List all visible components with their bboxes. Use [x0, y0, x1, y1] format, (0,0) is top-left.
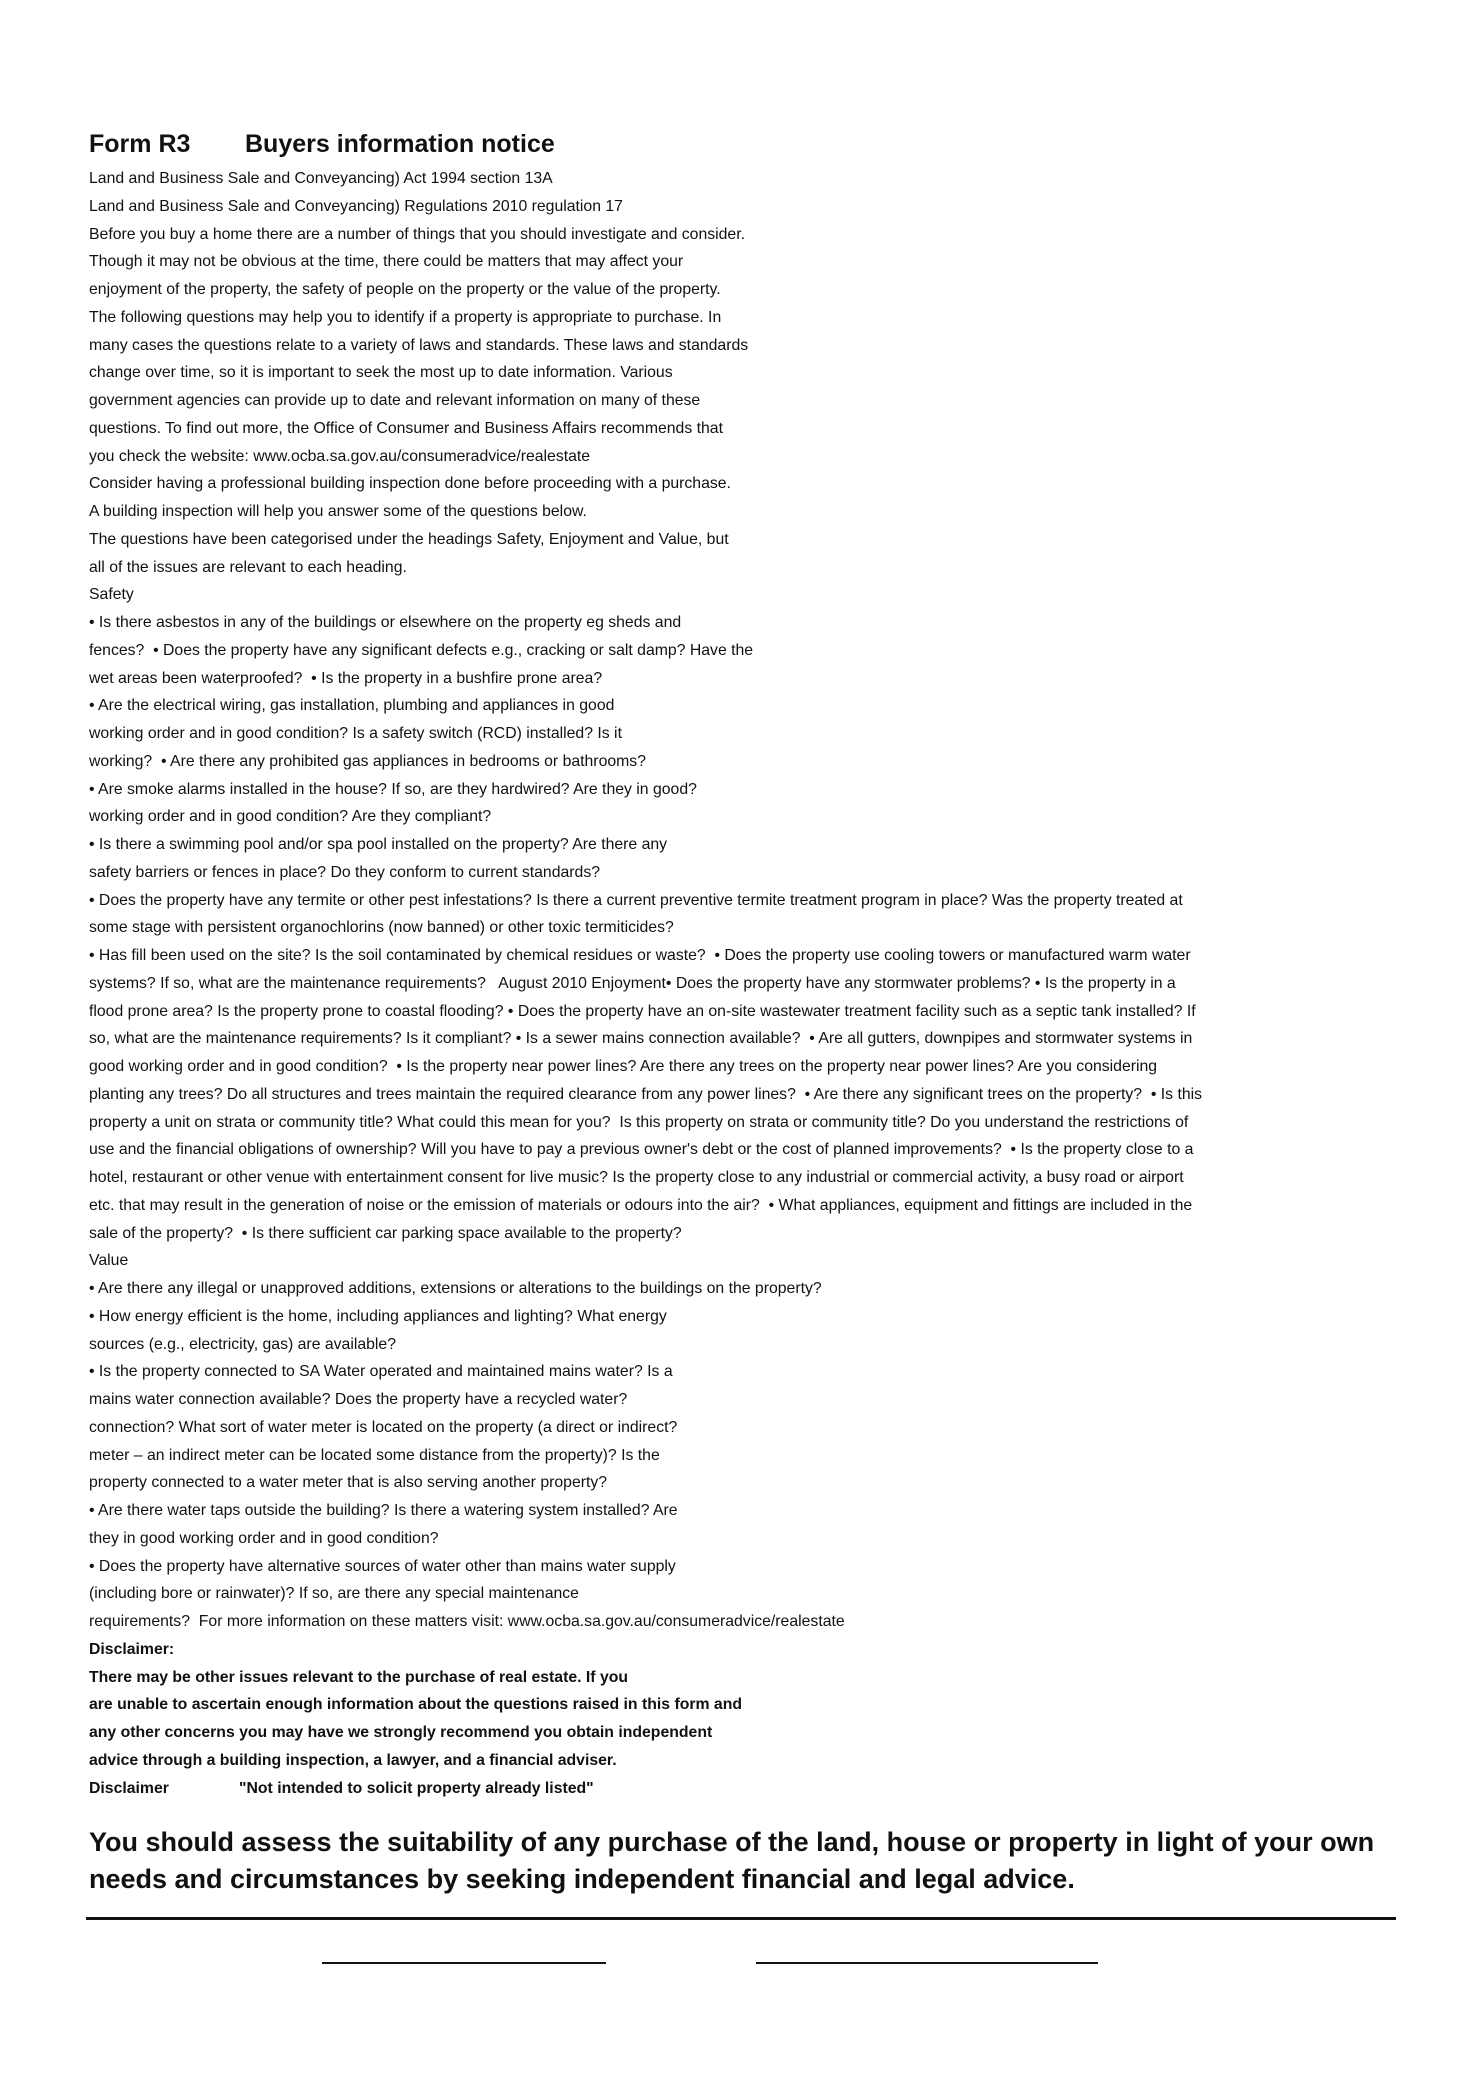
text-line: Land and Business Sale and Conveyancing) Regulations 2010 regulation 17 — [89, 197, 623, 215]
text-line: • Is the property connected to SA Water operated and maintained mains water? Is a — [89, 1363, 673, 1381]
disclaimer-label: Disclaimer — [89, 1779, 169, 1797]
text-line: working order and in good condition? Are they compliant? — [89, 808, 492, 826]
text-line: • Are the electrical wiring, gas installation, plumbing and appliances in good — [89, 697, 615, 715]
text-line: Safety — [89, 586, 134, 604]
text-line: many cases the questions relate to a variety of laws and standards. These laws and standards — [89, 336, 749, 354]
text-line: safety barriers or fences in place? Do they conform to current standards? — [89, 863, 601, 881]
text-line: are unable to ascertain enough information about the questions raised in this form and — [89, 1696, 743, 1714]
text-line: so, what are the maintenance requirements? Is it compliant? • Is a sewer mains connection available? • Are all gutters, downpipes and stormwater systems in — [89, 1030, 1193, 1048]
text-line: • Are there water taps outside the building? Is there a watering system installed? Are — [89, 1502, 678, 1519]
disclaimer-text — [89, 1664, 1389, 1775]
document-page — [89, 124, 1389, 1898]
disclaimer-note: "Not intended to solicit property already listed" — [239, 1779, 594, 1797]
text-line: flood prone area? Is the property prone to coastal flooding? • Does the property have an on-site wastewater treatment facility such as a septic tank installed? If — [89, 1002, 1196, 1020]
text-line: Land and Business Sale and Conveyancing) Act 1994 section 13A — [89, 170, 553, 187]
disclaimer-footer — [89, 1775, 1389, 1803]
horizontal-rule — [86, 1917, 1396, 1920]
disclaimer-heading: Disclaimer: — [89, 1640, 175, 1658]
text-line: connection? What sort of water meter is located on the property (a direct or indirect? — [89, 1418, 678, 1436]
text-line: • Does the property have any termite or other pest infestations? Is there a current preventive termite treatment program in place? Was the property treated at — [89, 891, 1183, 909]
text-line: • How energy efficient is the home, including appliances and lighting? What energy — [89, 1307, 667, 1325]
text-line: working order and in good condition? Is a safety switch (RCD) installed? Is it — [89, 725, 622, 742]
text-line: questions. To find out more, the Office of Consumer and Business Affairs recommends that — [89, 419, 723, 437]
text-line: • Is there a swimming pool and/or spa pool installed on the property? Are there any — [89, 836, 668, 853]
text-line: all of the issues are relevant to each heading. — [89, 558, 407, 576]
text-line: hotel, restaurant or other venue with entertainment consent for live music? Is the property close to any industrial or commercial activity, a busy road or airport — [89, 1169, 1184, 1186]
text-line: advice through a building inspection, a lawyer, and a financial adviser. — [89, 1751, 617, 1769]
form-label: Form R3 — [89, 130, 191, 158]
text-line: government agencies can provide up to date and relevant information on many of these — [89, 392, 701, 409]
text-line: property a unit on strata or community title? What could this mean for you? Is this property on strata or community title? Do you understand the restrictions of — [89, 1113, 1189, 1131]
text-line: Before you buy a home there are a number of things that you should investigate and consider. — [89, 225, 745, 243]
text-line: good working order and in good condition? • Is the property near power lines? Are there any trees on the property near power lines? Are you considering — [89, 1058, 1158, 1075]
text-line: Value — [89, 1252, 129, 1270]
text-line: change over time, so it is important to seek the most up to date information. Various — [89, 364, 673, 382]
text-line: mains water connection available? Does the property have a recycled water? — [89, 1391, 628, 1408]
text-line: use and the financial obligations of ownership? Will you have to pay a previous owner's debt or the cost of planned improvements? • Is the property close to a — [89, 1141, 1194, 1159]
text-line: Consider having a professional building inspection done before proceeding with a purchase. — [89, 475, 731, 493]
form-heading — [89, 124, 1389, 164]
text-line: any other concerns you may have we strongly recommend you obtain independent — [89, 1724, 713, 1741]
text-line: they in good working order and in good condition? — [89, 1529, 439, 1547]
text-line: • Are there any illegal or unapproved additions, extensions or alterations to the buildings on the property? — [89, 1280, 822, 1297]
text-line: fences? • Does the property have any significant defects e.g., cracking or salt damp? Have the — [89, 641, 754, 659]
text-line: etc. that may result in the generation of noise or the emission of materials or odours into the air? • What appliances, equipment and fittings are included in the — [89, 1196, 1193, 1214]
text-line: Though it may not be obvious at the time, there could be matters that may affect your — [89, 253, 684, 271]
text-line: some stage with persistent organochlorins (now banned) or other toxic termiticides? — [89, 919, 674, 937]
text-line: • Has fill been used on the site? Is the soil contaminated by chemical residues or waste? • Does the property use cooling towers or manufactured warm water — [89, 947, 1191, 964]
text-line: working? • Are there any prohibited gas appliances in bedrooms or bathrooms? — [89, 752, 646, 770]
text-line: requirements? For more information on these matters visit: www.ocba.sa.gov.au/consumeradvice/realestate — [89, 1613, 845, 1630]
text-line: sale of the property? • Is there sufficient car parking space available to the property? — [89, 1224, 682, 1242]
signature-line — [322, 1962, 606, 1964]
text-line: wet areas been waterproofed? • Is the property in a bushfire prone area? — [89, 669, 603, 687]
text-line: (including bore or rainwater)? If so, are there any special maintenance — [89, 1585, 579, 1603]
text-line: meter – an indirect meter can be located some distance from the property)? Is the — [89, 1446, 660, 1464]
text-line: • Does the property have alternative sources of water other than mains water supply — [89, 1557, 676, 1575]
closing-statement: You should assess the suitability of any purchase of the land, house or property in light of your own needs and circumstances by seeking independent financial and legal advice. — [89, 1827, 1375, 1895]
text-line: • Is there asbestos in any of the buildings or elsewhere on the property eg sheds and — [89, 614, 682, 631]
text-line: The questions have been categorised under the headings Safety, Enjoyment and Value, but — [89, 530, 729, 548]
body-text — [89, 165, 1389, 1636]
text-line: sources (e.g., electricity, gas) are available? — [89, 1335, 397, 1353]
text-line: enjoyment of the property, the safety of people on the property or the value of the property. — [89, 281, 721, 298]
text-line: systems? If so, what are the maintenance requirements? August 2010 Enjoyment• Does the property have any stormwater problems? • Is the property in a — [89, 974, 1176, 992]
text-line: A building inspection will help you answer some of the questions below. — [89, 503, 587, 520]
text-line: property connected to a water meter that is also serving another property? — [89, 1474, 608, 1492]
text-line: you check the website: www.ocba.sa.gov.au/consumeradvice/realestate — [89, 447, 591, 465]
text-line: The following questions may help you to identify if a property is appropriate to purchase. In — [89, 308, 722, 326]
text-line: • Are smoke alarms installed in the house? If so, are they hardwired? Are they in good? — [89, 780, 697, 798]
text-line: planting any trees? Do all structures and trees maintain the required clearance from any power lines? • Are there any significant trees on the property? • Is this — [89, 1085, 1203, 1103]
text-line: There may be other issues relevant to the purchase of real estate. If you — [89, 1668, 629, 1686]
signature-line — [756, 1962, 1098, 1964]
form-title: Buyers information notice — [245, 130, 555, 158]
